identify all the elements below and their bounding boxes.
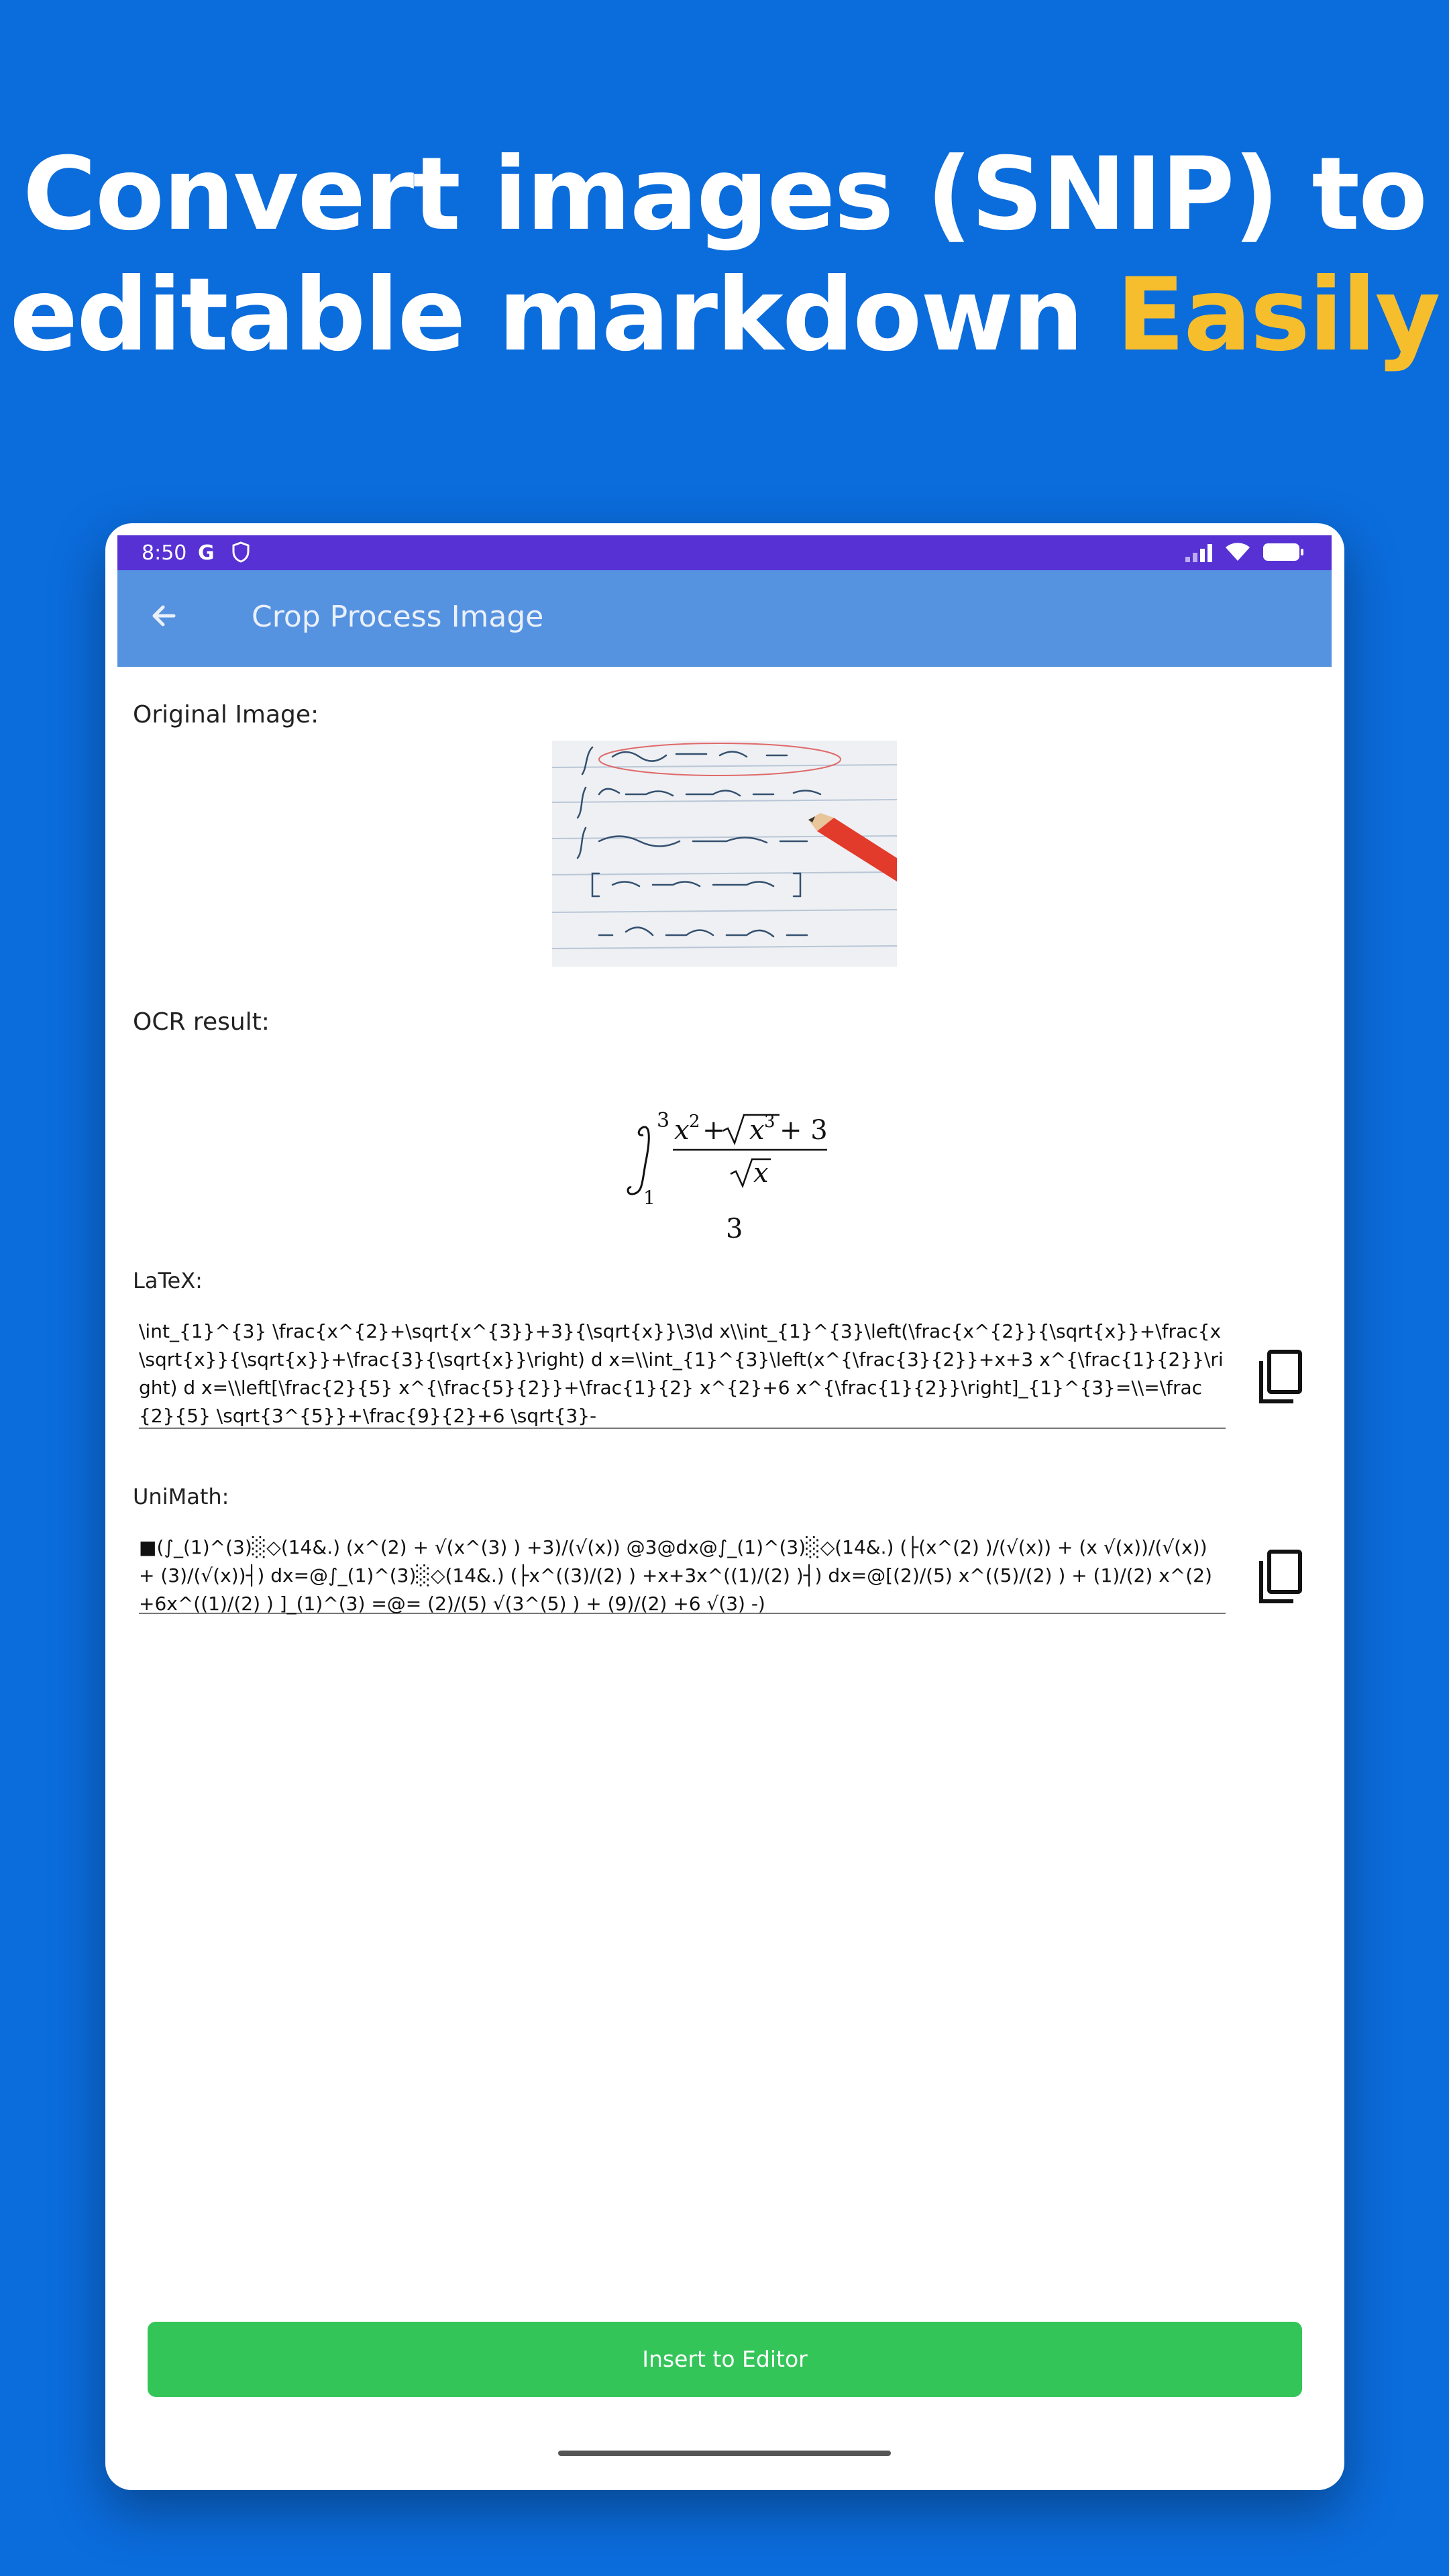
promo-headline-line1: Convert images (SNIP) to	[22, 136, 1427, 253]
status-right-icons	[1185, 542, 1299, 562]
formula-line2: 3	[726, 1214, 743, 1244]
shield-icon	[231, 541, 250, 568]
unimath-label: UniMath:	[133, 1484, 229, 1509]
status-time: 8:50	[142, 541, 187, 565]
original-image	[552, 741, 897, 967]
arrow-left-icon[interactable]	[144, 596, 184, 636]
latex-field[interactable]: \int_{1}^{3} \frac{x^{2}+\sqrt{x^{3}}+3}{\sqrt{x}}\3\d x\\int_{1}^{3}\left(\frac{x^{2}}{\sqrt{x}}+\frac{x \sqrt{x}}{\sqrt{x}}+\frac{3}{\sqrt{x}}\right) d x=\\int_{1}^{3}\left(x^{\frac{3}{2}}+x+3 x^{\frac{1}{2}}\right) d x=\\left[\frac{2}{5} x^{\frac{5}{2}}+\frac{1}{2} x^{2}+6 x^{\frac{1}{2}}\right]_{1}^{3}=\\=\frac{2}{5} \sqrt{3^{5}}+\frac{9}{2}+6 \sqrt{3}-	[139, 1318, 1226, 1429]
integral-upper-limit: 3	[657, 1109, 670, 1132]
svg-text:3: 3	[764, 1112, 775, 1132]
promo-headline	[0, 134, 1449, 376]
svg-text:+: +	[702, 1115, 725, 1146]
app-bar	[117, 570, 1332, 667]
insert-to-editor-button[interactable]: Insert to Editor	[148, 2322, 1302, 2397]
svg-text:x: x	[749, 1115, 765, 1146]
latex-label: LaTeX:	[133, 1268, 203, 1293]
copy-icon[interactable]	[1252, 1548, 1308, 1608]
svg-text:x: x	[674, 1115, 690, 1146]
formula-denominator: x	[753, 1158, 769, 1189]
google-icon: G	[198, 541, 215, 565]
svg-text:+ 3: + 3	[780, 1115, 828, 1146]
unimath-field[interactable]: ■(∫_(1)^(3)░◇(14&.) (x^(2) + √(x^(3) ) +3)/(√(x)) @3@dx@∫_(1)^(3)░◇(14&.) (├(x^(2) )/(√(x)) + (x √(x))/(√(x)) + (3)/(√(x))┤) dx=@∫_(1)^(3)░◇(14&.) (├x^((3)/(2) ) +x+3x^((1)/(2) )┤) dx=@[(2)/(5) x^((5)/(2) ) + (1)/(2) x^(2) +6x^((1)/(2) ) ]_(1)^(3) =@= (2)/(5) √(3^(5) ) + (9)/(2) +6 √(3) -)	[139, 1534, 1226, 1614]
ocr-result-label: OCR result:	[133, 1008, 270, 1036]
formula-numerator	[674, 1112, 828, 1146]
battery-icon	[1263, 543, 1299, 561]
ocr-result-formula	[615, 1073, 951, 1244]
svg-text:2: 2	[689, 1112, 700, 1132]
wifi-icon	[1224, 542, 1251, 562]
signal-icon	[1185, 542, 1212, 562]
home-indicator[interactable]	[558, 2451, 891, 2456]
integral-lower-limit: 1	[643, 1187, 655, 1209]
status-bar	[117, 535, 1332, 570]
device-frame	[105, 523, 1344, 2490]
promo-headline-line2-prefix: editable markdown	[9, 257, 1116, 374]
page-title: Crop Process Image	[252, 600, 544, 634]
promo-headline-accent: Easily	[1116, 257, 1440, 374]
original-image-label: Original Image:	[133, 701, 319, 729]
promo-headline-line2	[0, 255, 1449, 376]
copy-icon[interactable]	[1252, 1348, 1308, 1408]
